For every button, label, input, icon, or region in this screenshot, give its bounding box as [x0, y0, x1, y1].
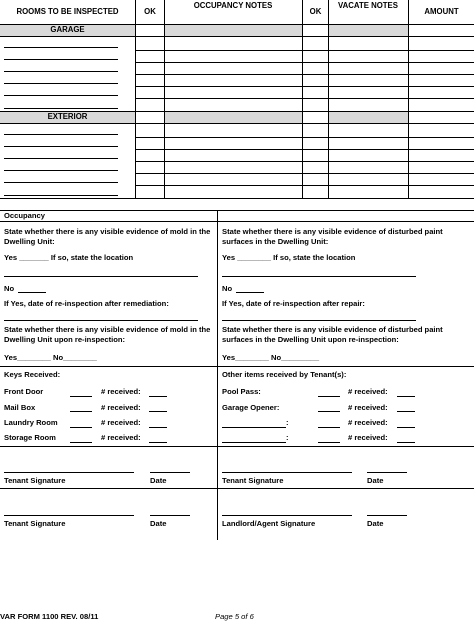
keys-received-heading: Keys Received: — [4, 370, 61, 379]
mold-yes-location[interactable]: Yes _______ If so, state the location — [4, 253, 134, 262]
section-exterior: EXTERIOR — [47, 112, 88, 121]
paint-no-label: No — [222, 284, 233, 293]
header-vacate-notes: VACATE NOTES — [338, 1, 398, 10]
item-label-pool-pass: Pool Pass: — [222, 387, 261, 396]
item-label-garage-opener: Garage Opener: — [222, 403, 280, 412]
received-label: # received: — [348, 418, 388, 427]
received-label: # received: — [101, 387, 141, 396]
header-rooms: ROOMS TO BE INSPECTED — [16, 7, 119, 16]
header-occupancy-notes: OCCUPANCY NOTES — [193, 1, 273, 10]
tenant-signature-label: Tenant Signature — [4, 476, 66, 485]
item-colon: : — [286, 418, 289, 427]
received-label: # received: — [101, 403, 141, 412]
date-label: Date — [150, 476, 167, 485]
mold-question: State whether there is any visible evidence of mold in the Dwelling Unit: — [4, 227, 211, 246]
item-colon: : — [286, 433, 289, 442]
occupancy-heading: Occupancy — [4, 211, 45, 220]
tenant-signature-label: Tenant Signature — [4, 519, 66, 528]
received-label: # received: — [101, 433, 141, 442]
header-ok-occupancy: OK — [144, 7, 156, 16]
date-label: Date — [367, 476, 384, 485]
paint-question: State whether there is any visible evidence of disturbed paint surfaces in the Dwelling Unit: — [222, 227, 443, 246]
date-label: Date — [367, 519, 384, 528]
mold-reinspect-yes-no[interactable]: Yes________ No________ — [4, 353, 97, 362]
page-number: Page 5 of 6 — [215, 612, 254, 621]
mold-upon-reinspection: State whether there is any visible evidence of mold in the Dwelling Unit upon re-inspection: — [4, 325, 211, 344]
form-id: VAR FORM 1100 REV. 08/11 — [0, 612, 99, 621]
key-label-laundry-room: Laundry Room — [4, 418, 58, 427]
paint-reinspect-date: If Yes, date of re-inspection after repair: — [222, 299, 365, 308]
received-label: # received: — [348, 433, 388, 442]
received-label: # received: — [348, 387, 388, 396]
date-label: Date — [150, 519, 167, 528]
received-label: # received: — [348, 403, 388, 412]
mold-reinspect-date: If Yes, date of re-inspection after remediation: — [4, 299, 169, 308]
paint-reinspect-yes-no[interactable]: Yes________ No_________ — [222, 353, 320, 362]
header-amount: AMOUNT — [424, 7, 459, 16]
key-label-front-door: Front Door — [4, 387, 44, 396]
key-label-mail-box: Mail Box — [4, 403, 36, 412]
other-items-heading: Other items received by Tenant(s): — [222, 370, 347, 379]
key-label-storage-room: Storage Room — [4, 433, 56, 442]
landlord-signature-label: Landlord/Agent Signature — [222, 519, 316, 528]
header-ok-vacate: OK — [309, 7, 322, 16]
paint-yes-location[interactable]: Yes ________ If so, state the location — [222, 253, 356, 262]
paint-upon-reinspection: State whether there is any visible evidence of disturbed paint surfaces in the Dwelling Unit upon re-inspection: — [222, 325, 443, 344]
tenant-signature-label: Tenant Signature — [222, 476, 284, 485]
received-label: # received: — [101, 418, 141, 427]
section-garage: GARAGE — [50, 25, 85, 34]
mold-no-label: No — [4, 284, 15, 293]
